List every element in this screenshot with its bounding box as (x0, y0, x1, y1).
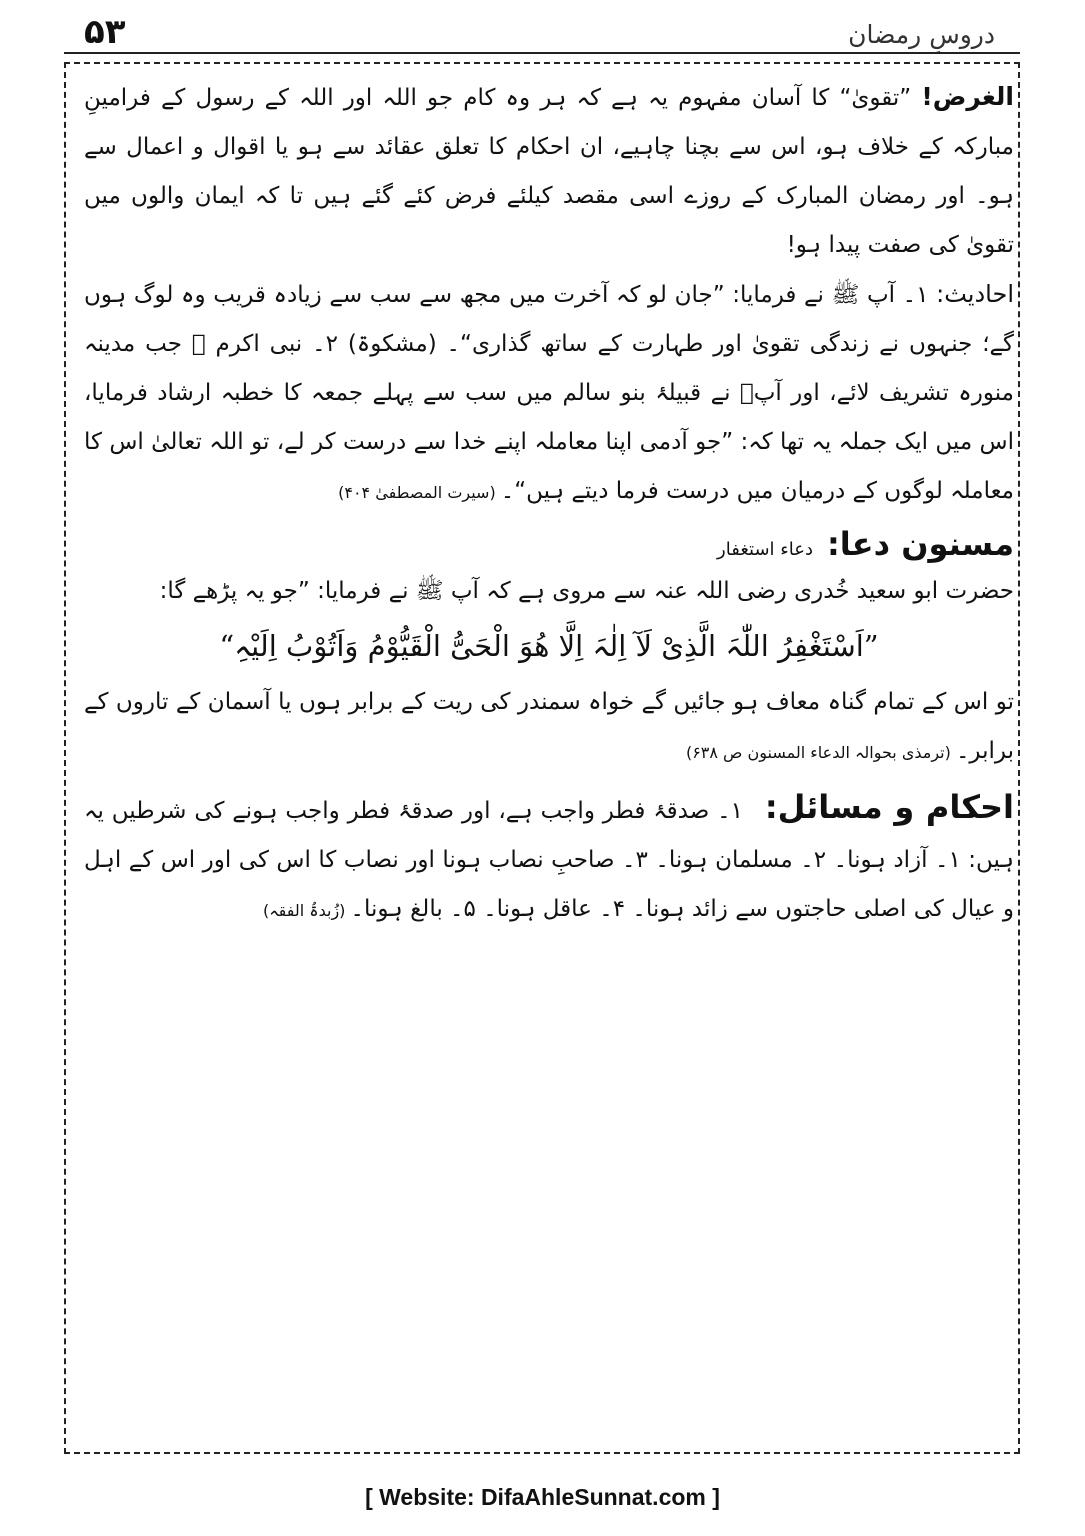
website-footer: [ Website: DifaAhleSunnat.com ] (365, 1484, 720, 1510)
header-divider (64, 52, 1020, 54)
paragraph-lead: الغرض! (921, 82, 1014, 111)
dua-reference: (ترمذی بحوالہ الدعاء المسنون ص ۶۳۸) (685, 743, 956, 762)
ahkam-text: ۱۔ صدقۂ فطر واجب ہے، اور صدقۂ فطر واجب ہونے کی شرطیں یہ ہیں: ۱۔ آزاد ہونا۔ ۲۔ مسلمان ہونا۔ ۳۔ صاحبِ نصاب ہونا اور نصاب کا اس کی اور اس کے اہل و عیال کی اصلی حاجتوں سے زائد ہونا۔ ۴۔ عاقل ہونا۔ ۵۔ بالغ ہونا۔ (84, 798, 1014, 922)
paragraph-text: ”تقویٰ“ کا آسان مفہوم یہ ہے کہ ہر وہ کام جو اللہ اور اللہ کے رسول کے فرامینِ مبارکہ کے خلاف ہو، اس سے بچنا چاہیے، ان احکام کا تعلق عقائد سے ہو یا اقوال و اعمال سے ہو۔ اور رمضان المبارک کے روزے اسی مقصد کیلئے فرض کئے گئے ہیں تا کہ ایمان والوں میں تقویٰ کی صفت پیدا ہو! (84, 85, 1014, 258)
ahkam-paragraph (84, 783, 1014, 935)
page-content (84, 72, 1014, 935)
ahkam-heading: احکام و مسائل: (764, 788, 1015, 826)
hadith-text: ۱۔ آپ ﷺ نے فرمایا: ”جان لو کہ آخرت میں مجھ سے سب سے زیادہ قریب وہ لوگ ہوں گے؛ جنہوں نے زندگی تقویٰ اور طہارت کے ساتھ گذاری“۔ (مشکوۃ) ۲۔ نبی اکرم ﷺ جب مدینہ منورہ تشریف لائے، اور آپؐ نے قبیلۂ بنو سالم میں سب سے پہلے جمعہ کا خطبہ ارشاد فرمایا، اس میں ایک جملہ یہ تھا کہ: ”جو آدمی اپنا معاملہ اپنے خدا سے درست کر لے، تو اللہ تعالیٰ اس کا معاملہ لوگوں کے درمیان میں درست فرما دیتے ہیں“۔ (84, 282, 1014, 504)
dua-result: تو اس کے تمام گناہ معاف ہو جائیں گے خواہ سمندر کی ریت کے برابر ہوں یا آسمان کے تاروں کے برابر۔ (84, 689, 1014, 764)
hadith-paragraph (84, 270, 1014, 517)
dua-result-paragraph (84, 678, 1014, 777)
taqwa-paragraph (84, 72, 1014, 270)
dua-intro: حضرت ابو سعید خُدری رضی اللہ عنہ سے مروی ہے کہ آپ ﷺ نے فرمایا: ”جو یہ پڑھے گا: (159, 578, 1014, 604)
page-number: ۵۳ (84, 12, 126, 52)
dua-heading-row (84, 525, 1014, 563)
book-title: دروسِ رمضان (848, 20, 995, 49)
ahkam-reference: (زُبدۃُ الفقہ) (263, 901, 351, 920)
hadith-reference: (سیرت المصطفیٰ ۴۰۴) (338, 483, 501, 502)
dua-arabic-text: ”اَسْتَغْفِرُ اللّٰہَ الَّذِیْ لَآ اِلٰہَ اِلَّا ھُوَ الْحَیُّ الْقَیُّوْمُ وَاَتُوْبُ اِلَیْہِ“ (219, 629, 879, 663)
dua-subtitle: دعاء استغفار (717, 539, 813, 560)
dua-heading: مسنون دعا: (826, 525, 1014, 563)
hadith-label: احادیث: (936, 280, 1014, 308)
